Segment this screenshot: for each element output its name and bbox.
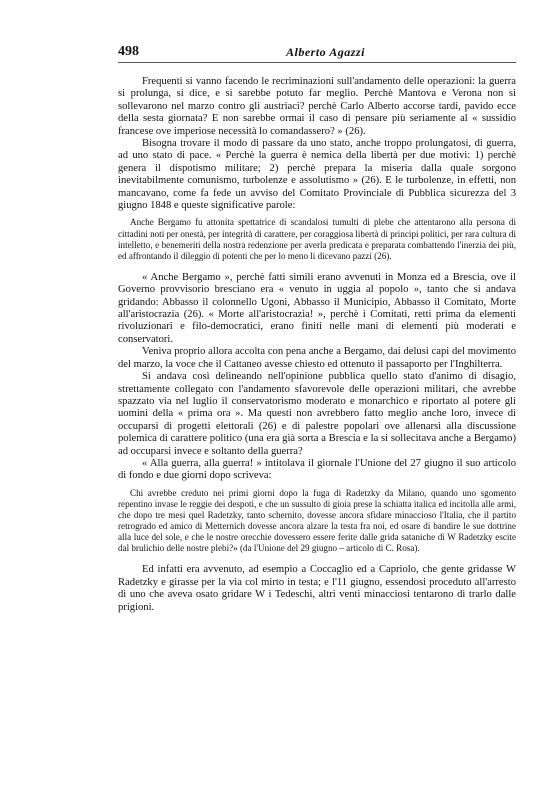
paragraph-cattaneo: Veniva proprio allora accolta con pena anche a Bergamo, dai delusi capi del movimento del marzo, la voce che il Cattaneo avesse chiesto ed ottenuto il passaporto per l'Inghilterra. — [118, 346, 516, 370]
header-rule — [118, 62, 516, 63]
block-quote-unione: Chi avrebbe creduto nei primi giorni dopo la fuga di Radetzky da Milano, quando uno sgomento repentino invase le reggie dei despoti, e che un sussulto di gioia prese la schiatta italica ed incitolla alle armi, che dopo tre mesi quel Radetzky, tanto schernito, dovesse ancora sfidare minaccioso l'Italia, che il partito retrogrado ed amico di Metternich dovesse ancora alzare la testa fra noi, ed osare di bandire le sue dottrine alla luce del sole, e che le nostre orecchie dovessero essere ferite dalle grida sataniche di W Radetzky escite dal brulichio delle nostre plebi?» (da l'Unione del 29 giugno – articolo di C. Rosa). — [118, 487, 516, 554]
paragraph-recriminazioni: Frequenti si vanno facendo le recriminazioni sull'andamento delle operazioni: la guerra si prolunga, si dice, e si sarebbe potuto far meglio. Perchè Mantova e Verona non si sollevarono nel marzo contro gli austriaci? perchè Carlo Alberto accorse tardi, pavido ecce della sesta giornata? E non sarebbe ormai il caso di pensare più seriamente al « sussidio francese ove imperiose necessità lo comandassero? » (26). — [118, 76, 516, 137]
block-quote-bergamo-tumulti: Anche Bergamo fu attonita spettatrice di scandalosi tumulti di plebe che attentarono alla persona di cittadini noti per onestà, per integrità di carattere, per coraggiosa libertà di principi politici, per rara cultura di intelletto, e benemeriti della nostra redenzione per averla predicata e preparata combattendo l'inerzia dei più, ed affrontando il dileggio di potenti che per lo meno li dicevano pazzi (26). — [118, 217, 516, 261]
paragraph-opinione-pubblica: Si andava così delineando nell'opinione pubblica quello stato d'animo di disagio, strettamente collegato con l'andamento sfavorevole delle operazioni militari, che avrebbe spazzato via nel luglio il conservatorismo moderato e monarchico e riportato al potere gli uomini della « prima ora ». Ma questi non avrebbero fatto meglio anche loro, invece di occuparsi di progetti elettorali (26) e di palestre popolari ove allenarsi alla discussione polemica di carattere politico (una era già sorta a Brescia e la si sollecitava anche a Bergamo) ad occuparsi invece e soltanto della guerra? — [118, 371, 516, 457]
page-body — [118, 76, 516, 614]
paragraph-alla-guerra: « Alla guerra, alla guerra! » intitolava il giornale l'Unione del 27 giugno il suo articolo di fondo e due giorni dopo scriveva: — [118, 457, 516, 482]
page-header — [118, 44, 510, 60]
paragraph-coccaglio: Ed infatti era avvenuto, ad esempio a Coccaglio ed a Capriolo, che gente gridasse W Radetzky e girasse per la via col mirto in testa; e l'11 giugno, essendosi proceduto all'arresto di uno che aveva osato gridare W i Tedeschi, altri venti minacciosi tentarono di trarlo dalle prigioni. — [118, 564, 516, 613]
running-head: Alberto Agazzi — [286, 45, 365, 59]
paragraph-anche-bergamo: « Anche Bergamo », perchè fatti simili erano avvenuti in Monza ed a Brescia, ove il Governo provvisorio bresciano era « venuto in uggia al popolo », tanto che si andava gridando: Abbasso il colonnello Ugoni, Abbasso il Municipio, Abbasso il Comitato, Morte all'aristocrazia (26). « Morte all'aristocrazia! », perchè i Comitati, retti prima da elementi rivoluzionari e filo-democratici, erano finiti nelle mani di elementi più moderati e conservatori. — [118, 271, 516, 345]
paragraph-guerra-pace: Bisogna trovare il modo di passare da uno stato, anche troppo prolungatosi, di guerra, ad uno stato di pace. « Perchè la guerra è nemica della libertà per due motivi: 1) perchè genera il dispotismo militare; 2) perchè prepara la miseria dalla quale sorgono inevitabilmente comunismo, turbolenze e assolutismo » (26). E le turbolenze, in effetti, non mancavano, come fa fede un avviso del Comitato Provinciale di Pubblica sicurezza del 3 giugno 1848 e queste significative parole: — [118, 138, 516, 212]
page-number: 498 — [118, 44, 139, 59]
